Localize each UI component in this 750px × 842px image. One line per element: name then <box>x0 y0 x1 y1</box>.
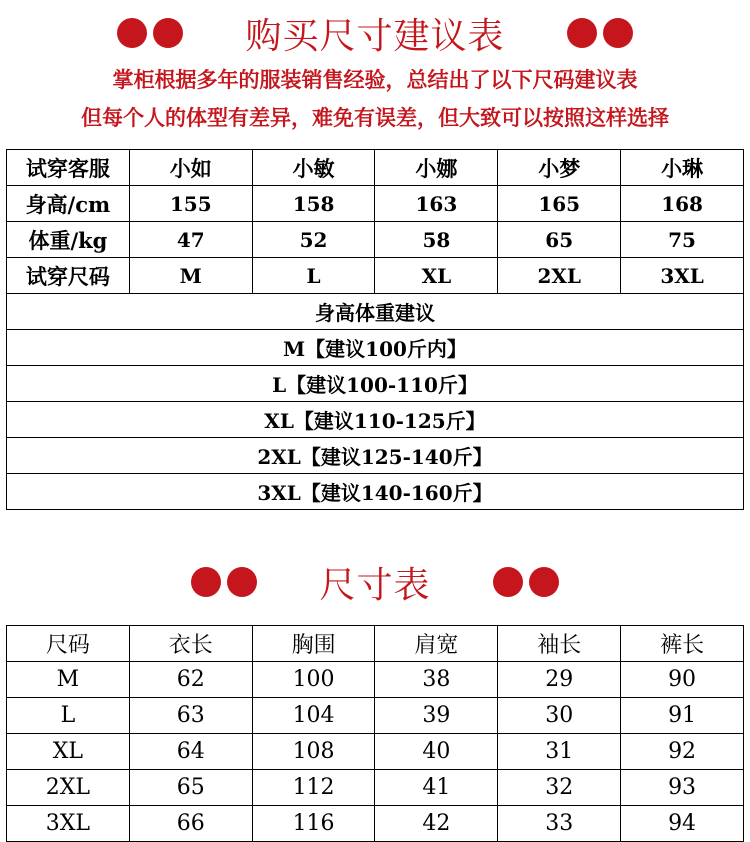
table-cell: 29 <box>498 662 621 698</box>
table-cell: 63 <box>129 698 252 734</box>
table-row <box>7 438 744 474</box>
table-cell: 62 <box>129 662 252 698</box>
table-cell: 91 <box>621 698 744 734</box>
table-cell: 2XL <box>498 258 621 294</box>
table-cell: 3XL <box>621 258 744 294</box>
header-cell: 试穿客服 <box>7 150 130 186</box>
table-cell: 47 <box>129 222 252 258</box>
section2-title-row <box>0 561 750 606</box>
table-cell: 155 <box>129 186 252 222</box>
table-row <box>7 806 744 842</box>
red-dot-icon <box>529 567 559 597</box>
table-row <box>7 626 744 662</box>
table-cell: 3XL <box>7 806 130 842</box>
header-cell: 小娜 <box>375 150 498 186</box>
table-cell: 92 <box>621 734 744 770</box>
table-cell: 94 <box>621 806 744 842</box>
table-cell: M <box>129 258 252 294</box>
table-cell: 33 <box>498 806 621 842</box>
table-row <box>7 402 744 438</box>
section1-title: 购买尺寸建议表 <box>245 15 505 57</box>
row-label: 身高/cm <box>7 186 130 222</box>
table-cell: 93 <box>621 770 744 806</box>
table-cell: 116 <box>252 806 375 842</box>
red-dot-icon <box>117 18 147 48</box>
size-advice-table <box>6 149 744 510</box>
table-cell: 163 <box>375 186 498 222</box>
row-label: 试穿尺码 <box>7 258 130 294</box>
table-cell: 108 <box>252 734 375 770</box>
table-cell: 40 <box>375 734 498 770</box>
table-cell: 100 <box>252 662 375 698</box>
table-cell: 2XL <box>7 770 130 806</box>
red-dot-icon <box>493 567 523 597</box>
advice-row: L【建议100-110斤】 <box>7 366 744 402</box>
table-cell: 158 <box>252 186 375 222</box>
table-row <box>7 294 744 330</box>
advice-row: M【建议100斤内】 <box>7 330 744 366</box>
table-cell: 31 <box>498 734 621 770</box>
decor-dots-left <box>117 18 183 48</box>
table-cell: 66 <box>129 806 252 842</box>
table-cell: XL <box>7 734 130 770</box>
table-cell: 104 <box>252 698 375 734</box>
table-cell: 65 <box>129 770 252 806</box>
size-chart-table <box>6 625 744 842</box>
red-dot-icon <box>153 18 183 48</box>
header-cell: 小敏 <box>252 150 375 186</box>
decor-dots-right <box>493 567 559 597</box>
table-cell: 65 <box>498 222 621 258</box>
table-row <box>7 330 744 366</box>
table-cell: 64 <box>129 734 252 770</box>
header-cell: 衣长 <box>129 626 252 662</box>
header-cell: 裤长 <box>621 626 744 662</box>
table-cell: 41 <box>375 770 498 806</box>
table-cell: 30 <box>498 698 621 734</box>
table-cell: 32 <box>498 770 621 806</box>
table-row <box>7 474 744 510</box>
header-cell: 肩宽 <box>375 626 498 662</box>
advice-row: 2XL【建议125-140斤】 <box>7 438 744 474</box>
table-row <box>7 366 744 402</box>
table-cell: 90 <box>621 662 744 698</box>
table-row <box>7 662 744 698</box>
header-cell: 袖长 <box>498 626 621 662</box>
intro-line-1: 掌柜根据多年的服装销售经验，总结出了以下尺码建议表 <box>112 67 638 92</box>
table-cell: 42 <box>375 806 498 842</box>
table-cell: 38 <box>375 662 498 698</box>
table-cell: 75 <box>621 222 744 258</box>
red-dot-icon <box>227 567 257 597</box>
header-cell: 小琳 <box>621 150 744 186</box>
table-cell: 39 <box>375 698 498 734</box>
table-row <box>7 734 744 770</box>
decor-dots-left <box>191 567 257 597</box>
table-row <box>7 770 744 806</box>
table-cell: XL <box>375 258 498 294</box>
header-cell: 小梦 <box>498 150 621 186</box>
table-cell: 168 <box>621 186 744 222</box>
table-row <box>7 698 744 734</box>
table-cell: 52 <box>252 222 375 258</box>
table-cell: L <box>252 258 375 294</box>
table-row <box>7 258 744 294</box>
table-row <box>7 186 744 222</box>
advice-row: 3XL【建议140-160斤】 <box>7 474 744 510</box>
intro-line-2: 但每个人的体型有差异，难免有误差，但大致可以按照这样选择 <box>81 105 669 130</box>
header-cell: 胸围 <box>252 626 375 662</box>
table-cell: 165 <box>498 186 621 222</box>
red-dot-icon <box>603 18 633 48</box>
red-dot-icon <box>567 18 597 48</box>
section1-title-row <box>0 12 750 57</box>
row-label: 体重/kg <box>7 222 130 258</box>
section2-title: 尺寸表 <box>319 564 431 606</box>
table-cell: L <box>7 698 130 734</box>
advice-row: XL【建议110-125斤】 <box>7 402 744 438</box>
header-cell: 尺码 <box>7 626 130 662</box>
table-cell: M <box>7 662 130 698</box>
header-cell: 小如 <box>129 150 252 186</box>
advice-title: 身高体重建议 <box>7 294 744 330</box>
decor-dots-right <box>567 18 633 48</box>
table-cell: 58 <box>375 222 498 258</box>
table-row <box>7 150 744 186</box>
table-row <box>7 222 744 258</box>
red-dot-icon <box>191 567 221 597</box>
table-cell: 112 <box>252 770 375 806</box>
